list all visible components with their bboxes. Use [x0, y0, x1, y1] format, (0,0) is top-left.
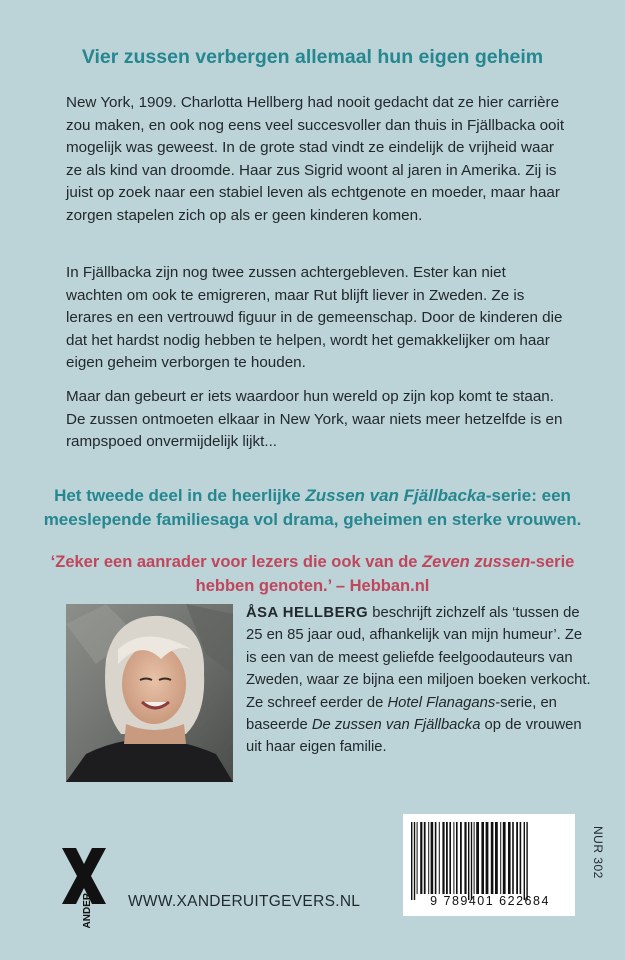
- barcode-bar: [460, 822, 462, 894]
- barcode-bar: [503, 822, 506, 894]
- barcode-bar: [435, 822, 437, 894]
- barcode-bar: [486, 822, 489, 894]
- barcode-bar: [516, 822, 518, 894]
- barcode-bar: [526, 822, 527, 900]
- blurb-paragraph-2: In Fjällbacka zijn nog twee zussen achtergebleven. Ester kan niet wachten om ook te emigreren, maar Rut blijft liever in Zweden. Ze is lerares en een vertrouwd figuur in de gemeenschap. Door de kinderen die dat het hardst nodig hebben te helpen, wordt het gemakkelijker om haar eigen geheim verborgen te houden.: [66, 264, 563, 372]
- nur-code: NUR 302: [591, 826, 605, 879]
- barcode-bar: [471, 822, 472, 900]
- publisher-logo-text: XANDER: [82, 892, 93, 928]
- barcode-bar: [464, 822, 466, 894]
- barcode-bar: [417, 822, 418, 894]
- barcode-bar: [449, 822, 451, 894]
- headline: Vier zussen verbergen allemaal hun eigen geheim: [81, 46, 544, 68]
- barcode-bar: [456, 822, 458, 894]
- barcode-bar: [431, 822, 434, 894]
- barcode-bar: [424, 822, 426, 894]
- barcode-bar: [524, 822, 525, 900]
- xander-logo: [58, 846, 110, 928]
- author-bio: ÅSA HELLBERG beschrijft zichzelf als ‘tussen de 25 en 85 jaar oud, afhankelijk van mijn humeur’. Ze is een van de meest geliefde feelgoodauteurs van Zweden, waar ze bijna een miljoen boeken verkocht. Ze schreef eerder de Hotel Flanagans-serie, en baseerde De zussen van Fjällbacka op de vrouwen uit haar eigen familie.: [246, 605, 591, 756]
- barcode-bar: [453, 822, 454, 894]
- barcode-bar: [468, 822, 469, 900]
- blurb-paragraph-3: Maar dan gebeurt er iets waardoor hun wereld op zijn kop komt te staan. De zussen ontmoeten elkaar in New York, waar niets meer hetzelfde is en rampspoed onvermijdelijk lijkt...: [66, 388, 563, 451]
- barcode-bar: [508, 822, 511, 894]
- barcode-bar: [495, 822, 498, 894]
- barcode-bar: [442, 822, 444, 894]
- barcode-bar: [520, 822, 522, 894]
- barcode-bar: [411, 822, 412, 900]
- barcode-bar: [446, 822, 448, 894]
- isbn-number: 9 789401 622684: [430, 894, 550, 908]
- barcode-bar: [414, 822, 415, 900]
- blurb-paragraph-1: New York, 1909. Charlotta Hellberg had nooit gedacht dat ze hier carrière zou maken, en ook nog eens veel succesvoller dan thuis in Fjällbacka ooit mogelijk was geweest. In de grote stad vindt ze eindelijk de vrijheid waar ze als kind van droomde. Haar zus Sigrid woont al jaren in Amerika. Zij is juist op zoek naar een stabiel leven als echtgenote en moeder, maar haar zorgen stapelen zich op als er geen kinderen komen.: [66, 94, 565, 224]
- review-quote: ‘Zeker een aanrader voor lezers die ook van de Zeven zussen-serie hebben genoten.’ – Hebban.nl: [50, 553, 575, 595]
- barcode-bar: [481, 822, 484, 894]
- barcode-bar: [428, 822, 429, 894]
- barcode-bar: [420, 822, 422, 894]
- publisher-website: WWW.XANDERUITGEVERS.NL: [128, 893, 361, 910]
- barcode-bar: [491, 822, 494, 894]
- barcode-bar: [500, 822, 501, 894]
- promo-text: Het tweede deel in de heerlijke Zussen van Fjällbacka-serie: een meeslepende familiesaga vol drama, geheimen en sterke vrouwen.: [43, 486, 582, 529]
- barcode-bar: [439, 822, 440, 894]
- barcode-bar: [476, 822, 479, 894]
- barcode-bar: [512, 822, 514, 894]
- author-photo: [66, 604, 233, 782]
- barcode-bar: [474, 822, 475, 894]
